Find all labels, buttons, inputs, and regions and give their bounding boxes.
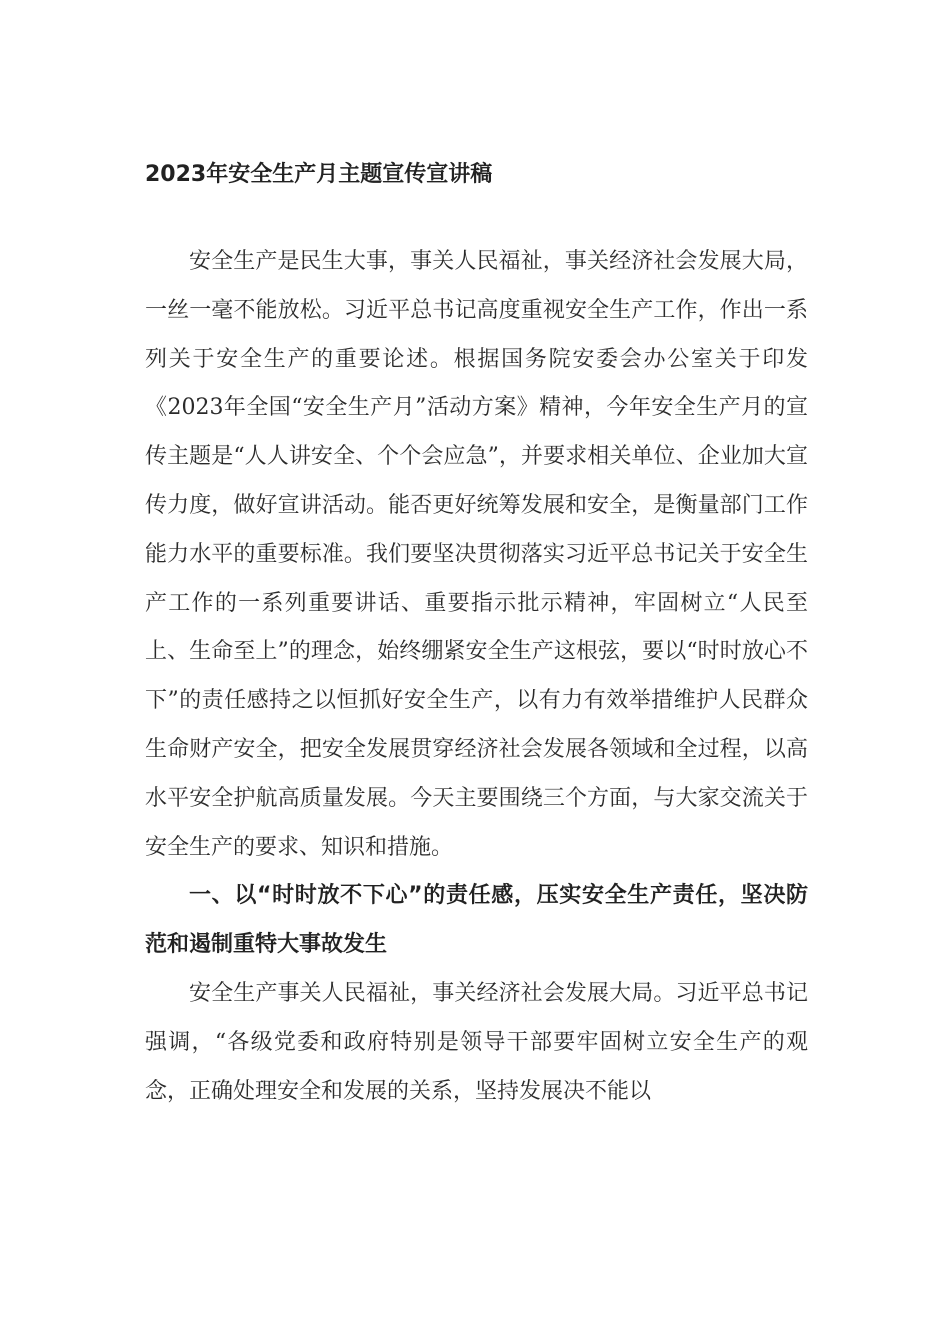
section-heading-1: 一、以“时时放不下心”的责任感，压实安全生产责任，坚决防范和遏制重特大事故发生	[145, 883, 808, 958]
body-paragraph-section-1: 安全生产事关人民福祉，事关经济社会发展大局。习近平总书记强调，“各级党委和政府特别是领导干部要牢固树立安全生产的观念，正确处理安全和发展的关系，坚持发展决不能以	[145, 980, 808, 1104]
document-title: 2023年安全生产月主题宣传宣讲稿	[145, 162, 493, 187]
body-paragraph-intro: 安全生产是民生大事，事关人民福祉，事关经济社会发展大局，一丝一毫不能放松。习近平总书记高度重视安全生产工作，作出一系列关于安全生产的重要论述。根据国务院安委会办公室关于印发《2023年全国“安全生产月”活动方案》精神，今年安全生产月的宣传主题是“人人讲安全、个个会应急”，并要求相关单位、企业加大宣传力度，做好宣讲活动。能否更好统筹发展和安全，是衡量部门工作能力水平的重要标准。我们要坚决贯彻落实习近平总书记关于安全生产工作的一系列重要讲话、重要指示批示精神，牢固树立“人民至上、生命至上”的理念，始终绷紧安全生产这根弦，要以“时时放心不下”的责任感持之以恒抓好安全生产，以有力有效举措维护人民群众生命财产安全，把安全发展贯穿经济社会发展各领域和全过程，以高水平安全护航高质量发展。今天主要围绕三个方面，与大家交流关于安全生产的要求、知识和措施。	[145, 249, 808, 860]
document-body	[145, 238, 808, 1116]
